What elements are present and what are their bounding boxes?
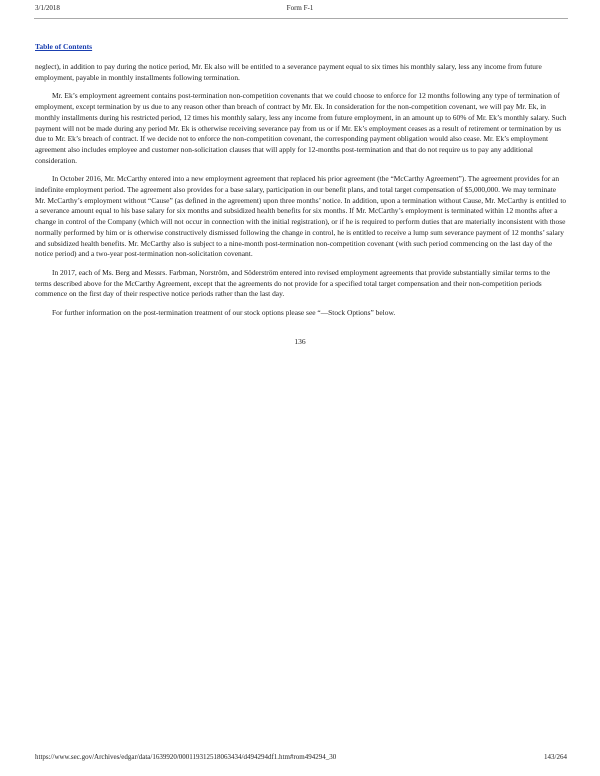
document-title: Form F-1 [286,4,314,12]
page-number: 136 [294,337,306,346]
header-divider [34,18,568,19]
paragraph: In 2017, each of Ms. Berg and Messrs. Farbman, Norström, and Söderström entered into revised employment agreements that provide substantially similar terms to the terms described above for the McCarthy Agreement, except that the agreements do not provide for a specified total target compensation and their non-competition periods commence on the first day of their respective notice periods rather than the last day. [35,267,551,299]
paragraph: neglect), in addition to pay during the notice period, Mr. Ek also will be entitled to a severance payment equal to six times his monthly salary, less any income from future employment, payable in monthly installments following termination. [35,62,542,82]
footer-url: https://www.sec.gov/Archives/edgar/data/1639920/000119312518063434/d494294df1.htm#rom494294_30 [35,753,337,761]
print-date: 3/1/2018 [35,4,60,12]
paragraph: In October 2016, Mr. McCarthy entered into a new employment agreement that replaced his prior agreement (the “McCarthy Agreement”). The agreement provides for an indefinite employment period. The agreement also provides for a base salary, participation in our benefit plans, and total target compensation of $5,000,000. We may terminate Mr. McCarthy’s employment without “Cause” (as defined in the agreement) upon three months’ notice. In addition, upon a termination without Cause, Mr. McCarthy is entitled to a severance amount equal to his base salary for six months and subsidized health benefits for six months. If Mr. McCarthy’s employment is terminated within 12 months after a change in control of the Company (which will not occur in connection with the initial registration), or if he is required to perform duties that are materially inconsistent with those normally performed by him or is otherwise constructively dismissed following the change in control, he is entitled to receive a lump sum severance payment of 12 months’ salary and subsidized health benefits. Mr. McCarthy also is subject to a nine-month post-termination non-competition covenant (with such period commencing on the last day of the notice period) and a two-year post-termination non-solicitation covenant. [35,174,567,259]
paragraph: Mr. Ek’s employment agreement contains post-termination non-competition covenants that we could choose to enforce for 12 months following any type of termination of employment, except termination by us due to any reason other than breach of contract by Mr. Ek. In consideration for the non-competition covenant, we will pay Mr. Ek, in monthly installments during his restricted period, 12 times his monthly salary, less any income from future employment, in an amount up to 60% of Mr. Ek’s monthly salary. Such payment will not be made during any period Mr. Ek is otherwise receiving severance pay from us or if Mr. Ek’s employment ceases as a result of retirement or termination by us due to Mr. Ek’s breach of contract. If we decide not to enforce the non-competition covenant, the corresponding payment obligation would also cease. Mr. Ek’s employment agreement also includes employee and customer non-solicitation clauses that will apply for 12-months post-termination and that do not require us to pay any additional consideration. [35,91,567,165]
footer-page-count: 143/264 [544,753,567,761]
document-body [35,62,567,327]
paragraph: For further information on the post-termination treatment of our stock options please see “—Stock Options” below. [52,308,396,318]
table-of-contents-link[interactable]: Table of Contents [35,42,93,51]
